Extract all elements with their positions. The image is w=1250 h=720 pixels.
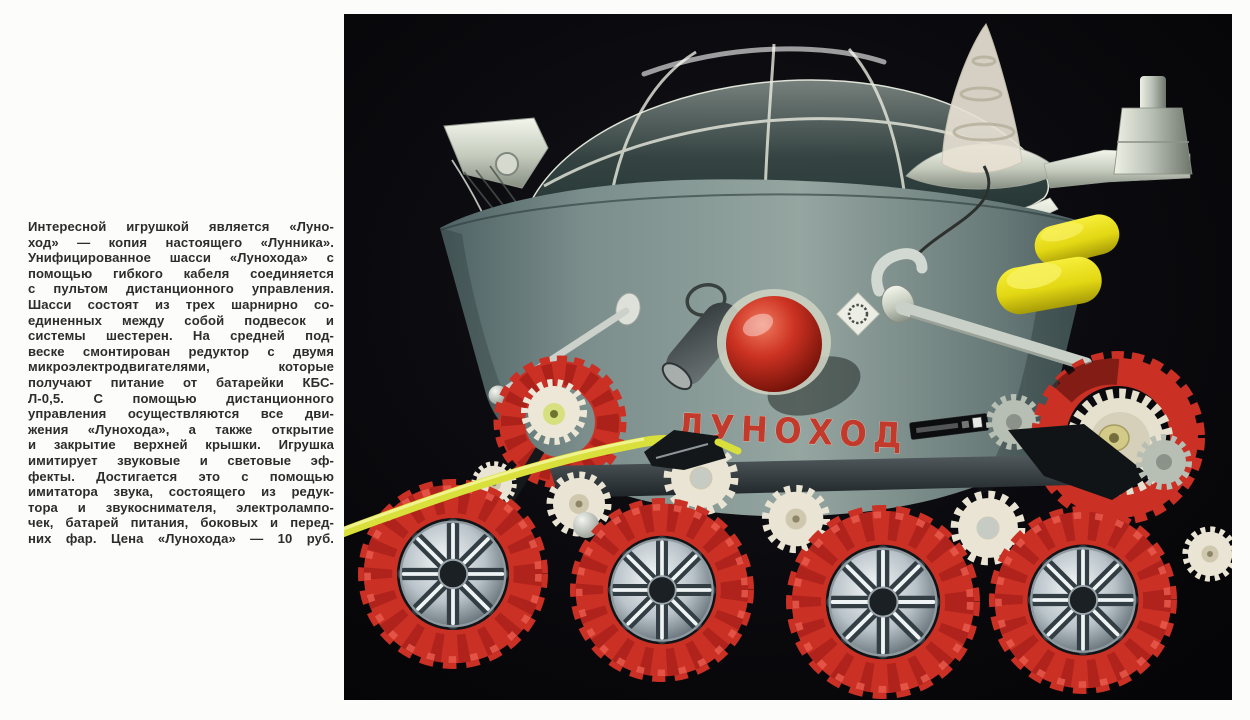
article-line: управления осуществляются все дви- <box>28 406 334 422</box>
front-wheel-4 <box>995 512 1172 689</box>
article-line: тора и звукоснимателя, электролампо- <box>28 499 334 515</box>
article-line: них фар. Цена «Лунохода» — 10 руб. <box>28 530 334 546</box>
article-line: Л-0,5. С помощью дистанционного <box>28 390 334 406</box>
article-line: жения «Лунохода», а также открытие <box>28 421 334 437</box>
front-wheel-3 <box>792 511 974 693</box>
article-line: Интересной игрушкой является «Луно- <box>28 219 334 234</box>
article-line: и закрытие верхней крышки. Игрушка <box>28 437 334 453</box>
article-line: помощью гибкого кабеля соединяется <box>28 265 334 281</box>
article-line: с пультом дистанционного управления. <box>28 281 334 297</box>
article-line: имитатора звука, состоящего из редук- <box>28 484 334 500</box>
article-line: системы шестерен. На средней под- <box>28 328 334 344</box>
article-line: веске смонтирован редуктор с двумя <box>28 343 334 359</box>
screw-head <box>496 153 518 175</box>
article-line: чек, батарей питания, боковых и перед- <box>28 515 334 531</box>
article-line: Шасси состоят из трех шарнирно со- <box>28 296 334 312</box>
camera-pot-top <box>1140 76 1166 112</box>
article-line: единенных между собой подвесок и <box>28 312 334 328</box>
article-line: ход» — копия настоящего «Лунника». <box>28 234 334 250</box>
article-line: фекты. Достигается это с помощью <box>28 468 334 484</box>
front-wheel-2 <box>576 504 749 677</box>
article-text <box>28 219 334 546</box>
article-line: получают питание от батарейки КБС- <box>28 374 334 390</box>
toy-name-label: ЛУНОХОД <box>675 407 930 458</box>
article-line: микроэлектродвигателями, которые <box>28 359 334 375</box>
article-line: Унифицированное шасси «Лунохода» с <box>28 250 334 266</box>
article-line: имитирует звуковые и световые эф- <box>28 452 334 468</box>
lunokhod-toy-photo <box>344 14 1232 700</box>
